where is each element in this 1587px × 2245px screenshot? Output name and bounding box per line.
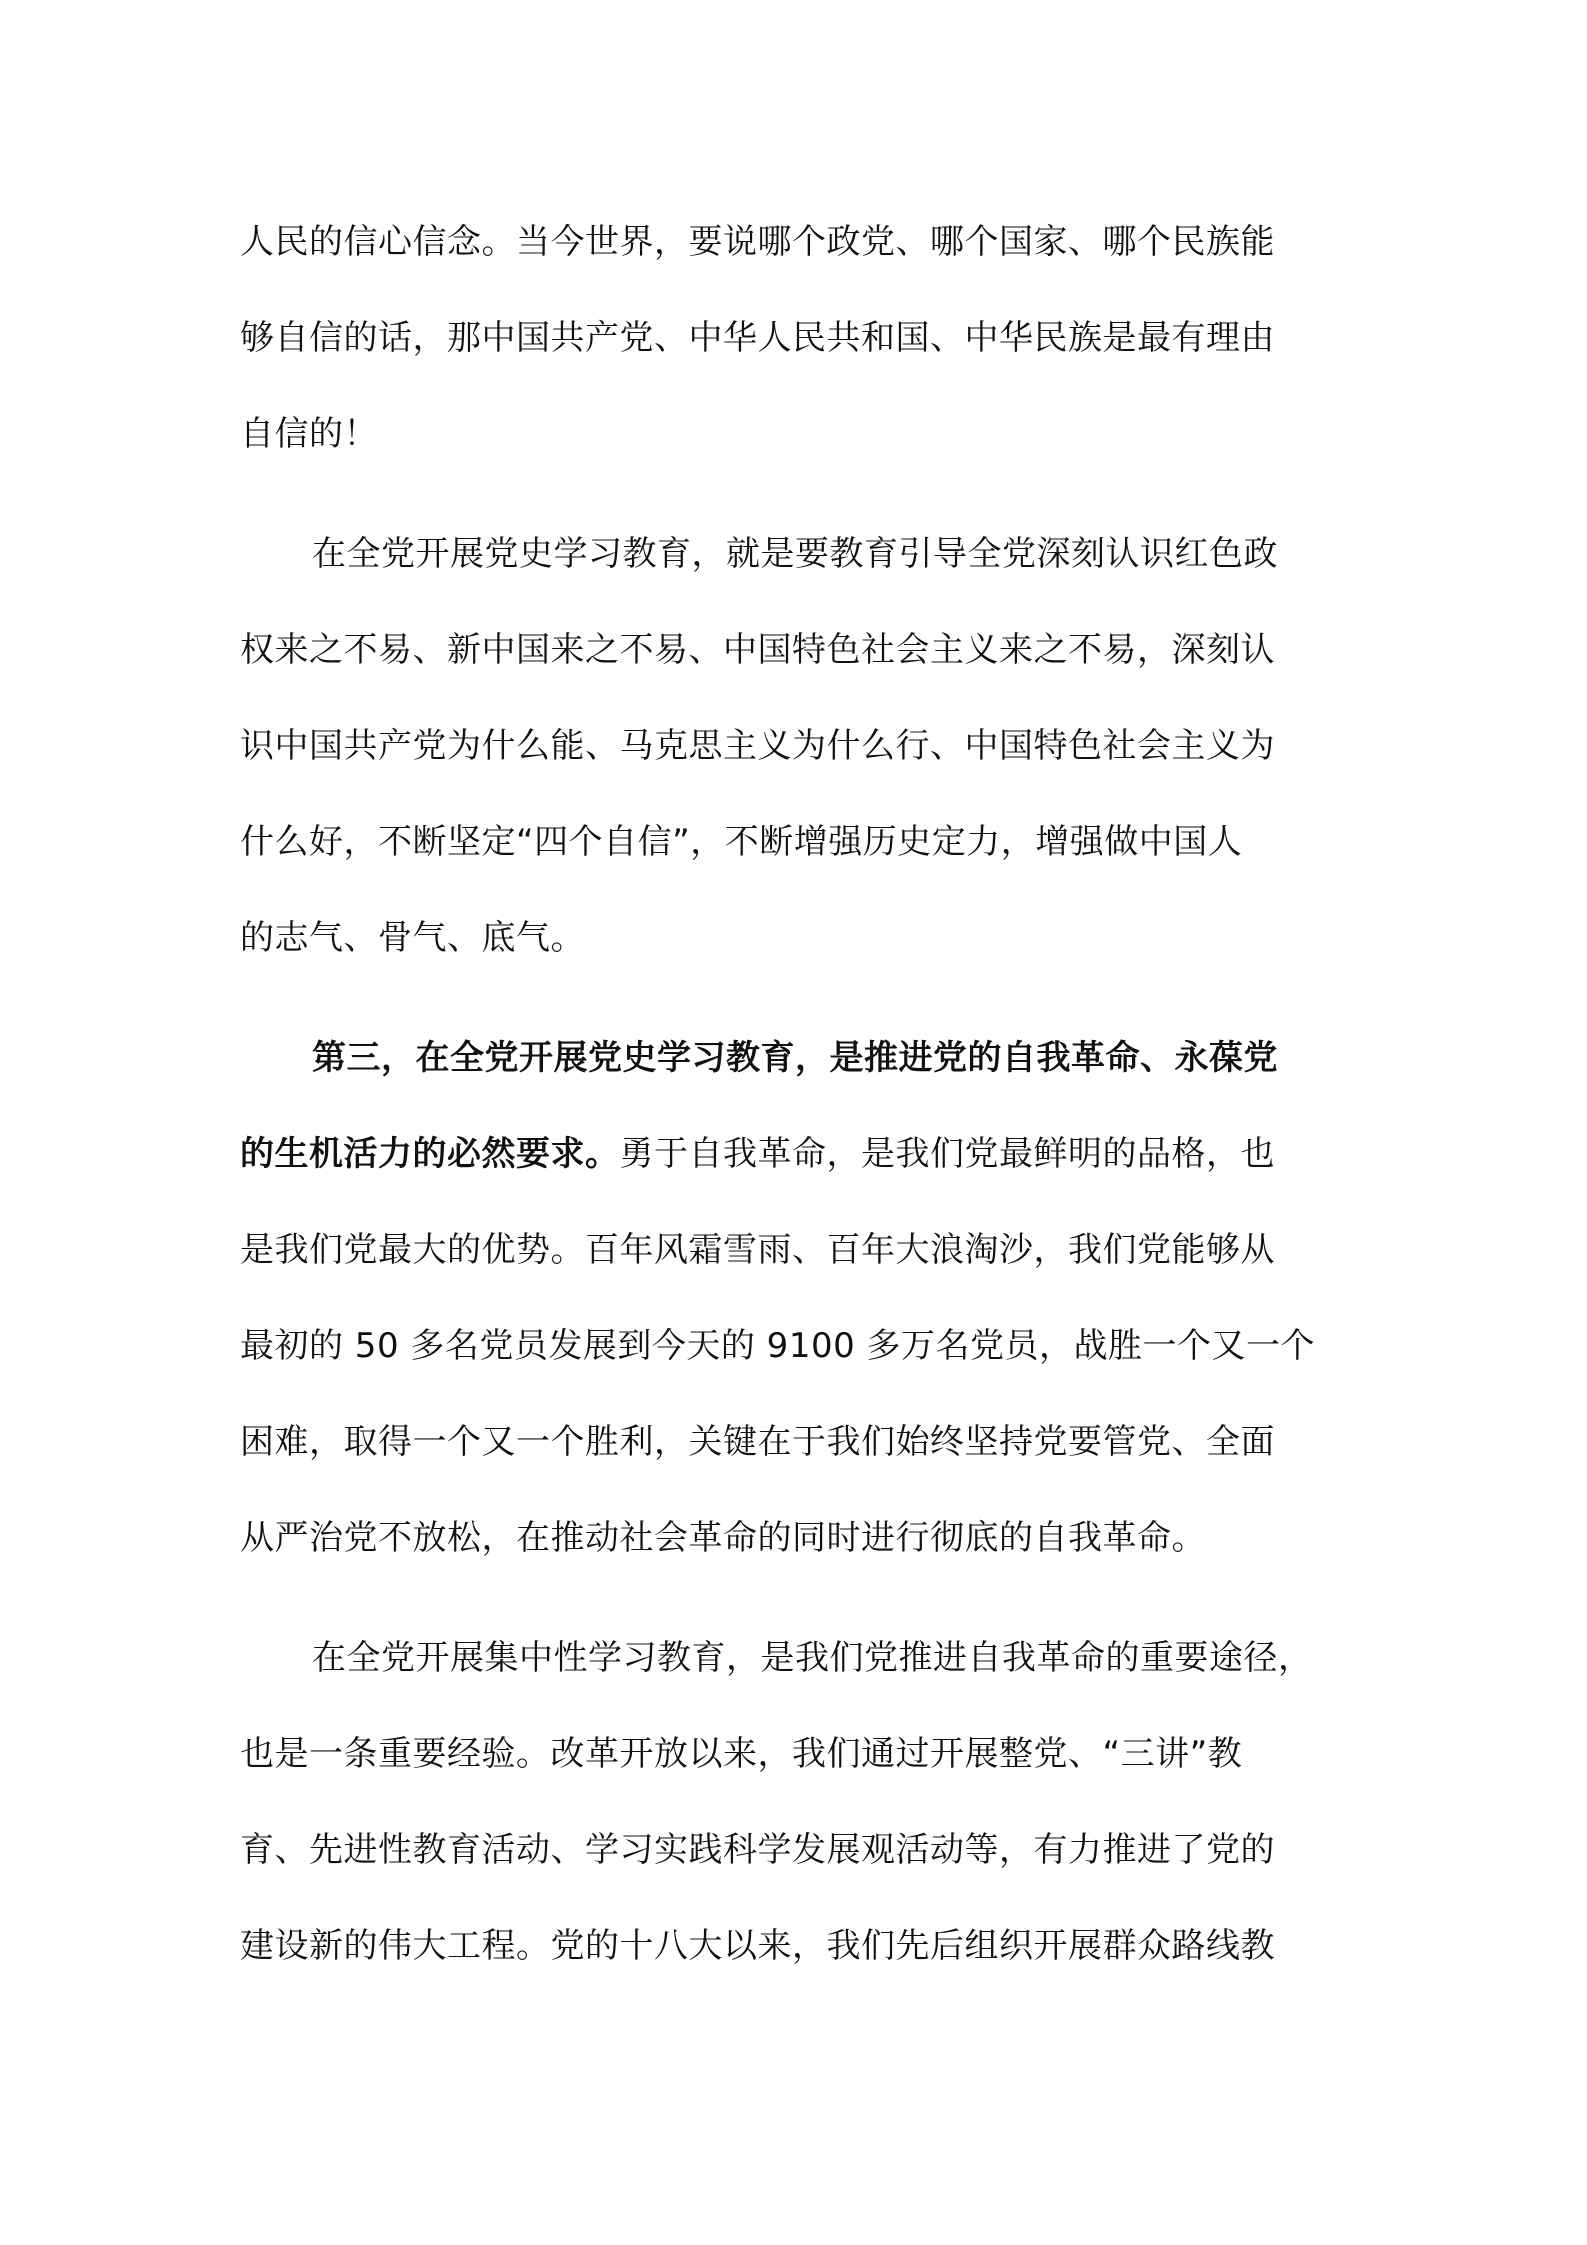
paragraph-3-line-4: 最初的 50 多名党员发展到今天的 9100 多万名党员，战胜一个又一个 bbox=[240, 1326, 1316, 1366]
paragraph-2-line-5: 的志气、骨气、底气。 bbox=[240, 918, 585, 958]
paragraph-3-line-2 bbox=[240, 1130, 1360, 1178]
paragraph-2-line-1: 在全党开展党史学习教育，就是要教育引导全党深刻认识红色政 bbox=[312, 534, 1278, 574]
paragraph-1-line-1: 人民的信心信念。当今世界，要说哪个政党、哪个国家、哪个民族能 bbox=[240, 222, 1275, 262]
paragraph-3-line-3: 是我们党最大的优势。百年风霜雪雨、百年大浪淘沙，我们党能够从 bbox=[240, 1230, 1275, 1270]
paragraph-3-line-6: 从严治党不放松，在推动社会革命的同时进行彻底的自我革命。 bbox=[240, 1518, 1206, 1558]
paragraph-3-heading-line-2: 的生机活力的必然要求。 bbox=[240, 1134, 620, 1174]
paragraph-3-line-2-rest: 勇于自我革命，是我们党最鲜明的品格，也 bbox=[619, 1134, 1275, 1174]
paragraph-2-line-2: 权来之不易、新中国来之不易、中国特色社会主义来之不易，深刻认 bbox=[240, 630, 1275, 670]
paragraph-3-heading-line-1: 第三，在全党开展党史学习教育，是推进党的自我革命、永葆党 bbox=[312, 1038, 1278, 1078]
paragraph-1-line-2: 够自信的话，那中国共产党、中华人民共和国、中华民族是最有理由 bbox=[240, 318, 1275, 358]
paragraph-2-line-3: 识中国共产党为什么能、马克思主义为什么行、中国特色社会主义为 bbox=[240, 726, 1275, 766]
paragraph-4-line-4: 建设新的伟大工程。党的十八大以来，我们先后组织开展群众路线教 bbox=[240, 1926, 1275, 1966]
paragraph-4-line-1: 在全党开展集中性学习教育，是我们党推进自我革命的重要途径， bbox=[312, 1638, 1313, 1678]
paragraph-4-line-3: 育、先进性教育活动、学习实践科学发展观活动等，有力推进了党的 bbox=[240, 1830, 1275, 1870]
paragraph-3-line-5: 困难，取得一个又一个胜利，关键在于我们始终坚持党要管党、全面 bbox=[240, 1422, 1275, 1462]
paragraph-4-line-2: 也是一条重要经验。改革开放以来，我们通过开展整党、“三讲”教 bbox=[240, 1734, 1243, 1774]
paragraph-1-line-3: 自信的！ bbox=[240, 414, 378, 454]
paragraph-2-line-4: 什么好，不断坚定“四个自信”，不断增强历史定力，增强做中国人 bbox=[240, 822, 1243, 862]
